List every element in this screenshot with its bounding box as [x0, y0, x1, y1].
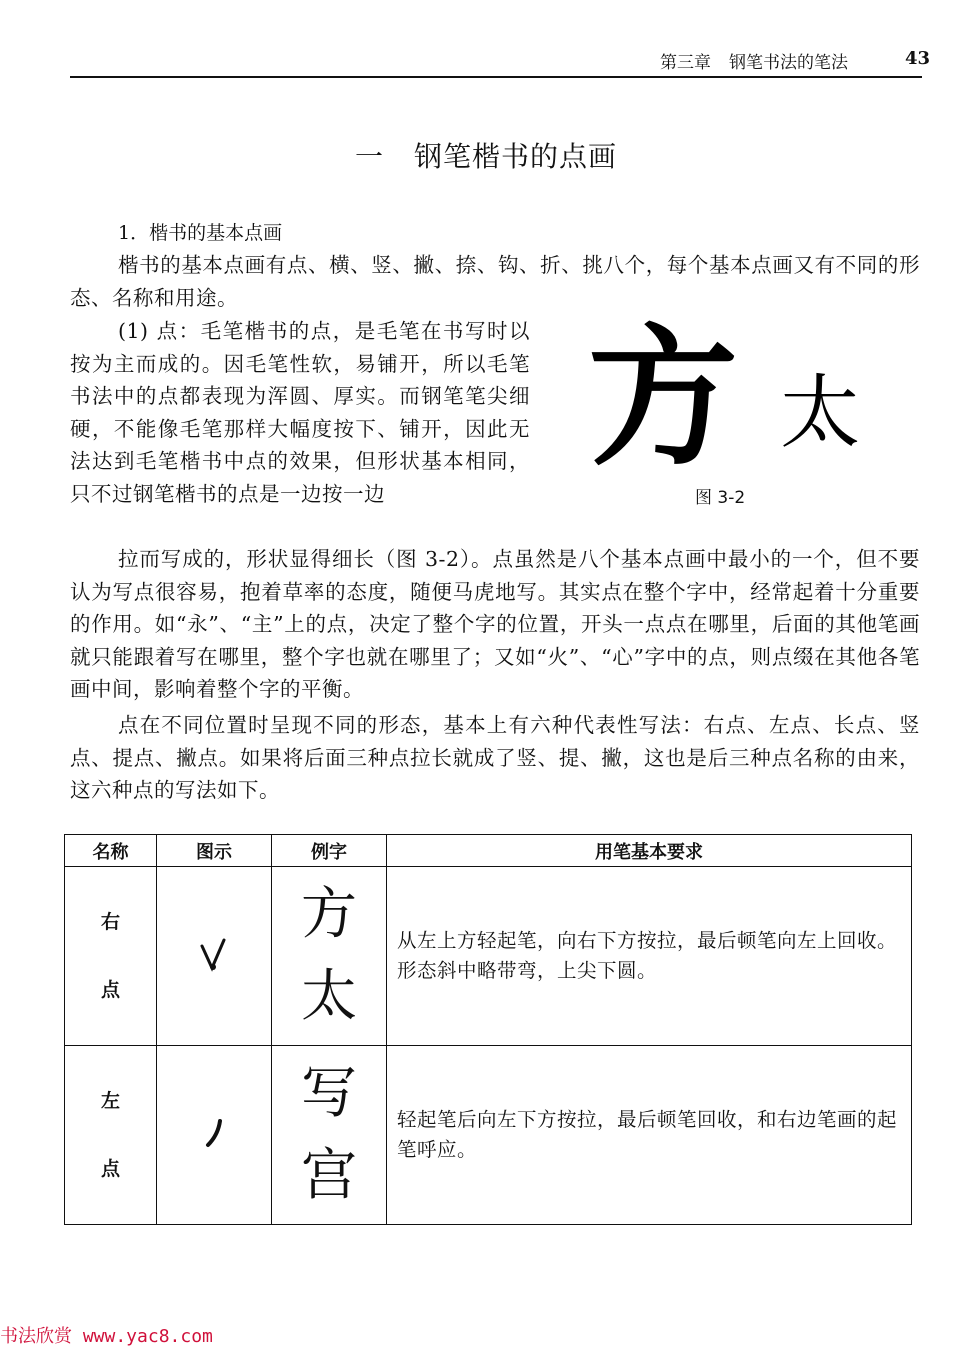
example-char: 太 [301, 964, 357, 1029]
paragraph-dot-types: 点在不同位置时呈现不同的形态，基本上有六种代表性写法：右点、左点、长点、竖点、提点、撇点。如果将后面三种点拉长就成了竖、提、撇，这也是后三种点名称的由来，这六种点的写法如下。 [70, 713, 920, 802]
section-title [0, 135, 972, 175]
paragraph-dot-continued: 拉而写成的，形状显得细长（图 3-2）。点虽然是八个基本点画中最小的一个，但不要认为写点很容易，抱着草率的态度，随便马虎地写。其实点在整个字中，经常起着十分重要的作用。如“永”、“主”上的点，决定了整个字的位置，开头一点点在哪里，后面的其他笔画就只能跟着写在哪里，整个字也就在哪里了；又如“火”、“心”字中的点，则点缀在其他各笔画中间，影响着整个字的平衡。 [70, 547, 920, 701]
figure-3-2 [580, 320, 880, 480]
chapter-title: 钢笔书法的笔法 [729, 53, 848, 73]
stroke-name-char: 左 [100, 1090, 120, 1112]
figure-char-brush: 方 [588, 320, 739, 480]
header-example: 例字 [272, 835, 387, 867]
paragraph-intro: 楷书的基本点画有点、横、竖、撇、捺、钩、折、挑八个，每个基本点画又有不同的形态、名称和用途。 [70, 253, 920, 310]
example-char: 宫 [301, 1143, 357, 1208]
figure-char-pen: 太 [780, 366, 860, 459]
header-name: 名称 [65, 835, 157, 867]
stroke-diagram [157, 867, 272, 1046]
section-title-text: 钢笔楷书的点画 [414, 140, 618, 173]
running-header [660, 48, 848, 73]
right-dot-stroke-icon [184, 924, 244, 984]
header-diagram: 图示 [157, 835, 272, 867]
stroke-name-char: 点 [100, 979, 120, 1001]
table-row [65, 1046, 912, 1225]
stroke-requirement: 从左上方轻起笔，向右下方按拉，最后顿笔向左上回收。形态斜中略带弯，上尖下圆。 [387, 867, 912, 1046]
example-char: 写 [301, 1061, 357, 1126]
subheading: 1．楷书的基本点画 [118, 222, 283, 244]
section-number: 一 [354, 140, 384, 173]
stroke-name [65, 1046, 157, 1225]
figure-caption: 图 3-2 [695, 488, 746, 508]
header-rule [70, 76, 922, 78]
example-char: 方 [301, 882, 357, 947]
stroke-examples [272, 1046, 387, 1225]
paragraph-dot: (1) 点：毛笔楷书的点，是毛笔在书写时以按为主而成的。因毛笔性软，易铺开，所以毛笔书法中的点都表现为浑圆、厚实。而钢笔笔尖细硬，不能像毛笔那样大幅度按下、铺开，因此无法达到毛笔楷书中点的效果，但形状基本相同，只不过钢笔楷书的点是一边按一边 [70, 319, 530, 506]
stroke-diagram [157, 1046, 272, 1225]
stroke-requirement: 轻起笔后向左下方按拉，最后顿笔回收，和右边笔画的起笔呼应。 [387, 1046, 912, 1225]
stroke-examples [272, 867, 387, 1046]
stroke-name-char: 点 [100, 1158, 120, 1180]
chapter-number: 第三章 [660, 53, 711, 73]
page-number: 43 [905, 48, 931, 69]
stroke-name-char: 右 [100, 911, 120, 933]
site-watermark: 书法欣赏 www.yac8.com [0, 1326, 213, 1347]
stroke-name [65, 867, 157, 1046]
table-header-row [65, 835, 912, 867]
header-requirement: 用笔基本要求 [387, 835, 912, 867]
left-dot-stroke-icon [184, 1103, 244, 1163]
stroke-table [64, 834, 912, 1225]
table-row [65, 867, 912, 1046]
